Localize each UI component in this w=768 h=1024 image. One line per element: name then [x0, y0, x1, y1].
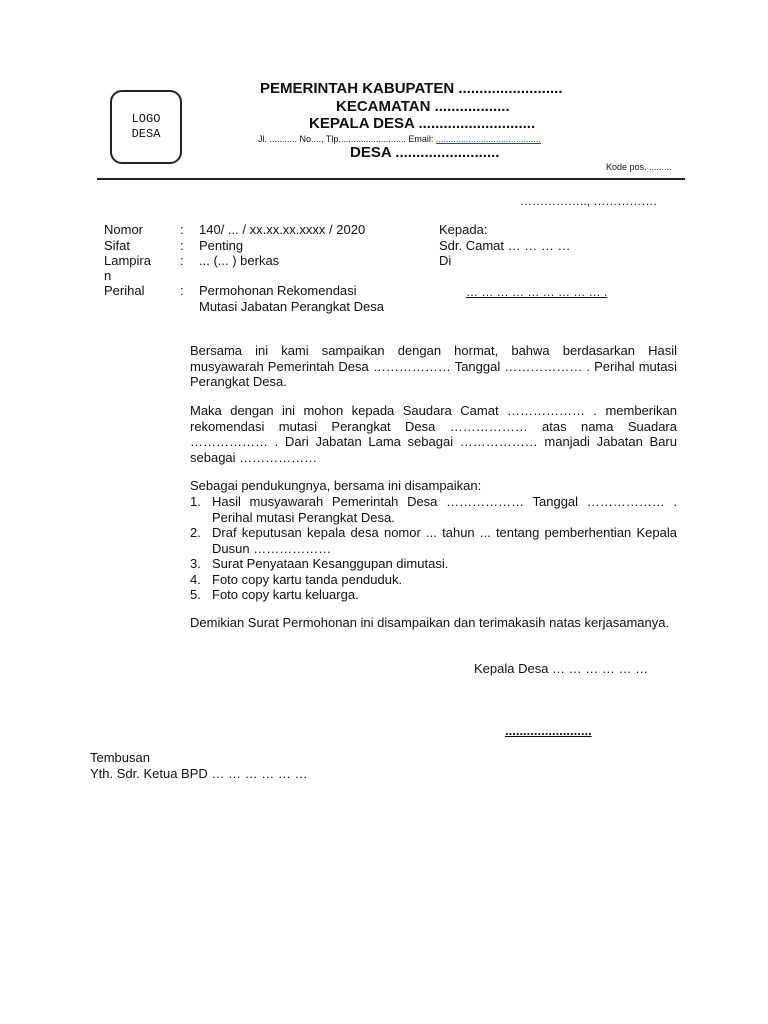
- header-line-desa: DESA .........................: [350, 144, 500, 161]
- address-text: Jl. ........... No...., Tlp........................... Email:: [258, 134, 434, 144]
- list-item-text: Foto copy kartu tanda penduduk.: [212, 571, 403, 587]
- recipient-kepada: Kepada:: [439, 222, 488, 237]
- recipient-di: Di: [439, 253, 452, 268]
- list-item-text: Draf keputusan kepala desa nomor ... tahun ... tentang pemberhentian Kepala Dusun ………………: [212, 525, 677, 556]
- perihal-label: Perihal: [104, 283, 145, 298]
- nomor-value: 140/ ... / xx.xx.xx.xxxx / 2020: [199, 222, 366, 237]
- tembusan-line: Yth. Sdr. Ketua BPD … … … … … …: [90, 766, 308, 781]
- list-item-number: 3.: [190, 556, 201, 571]
- sifat-value: Penting: [199, 238, 244, 253]
- header-line-kabupaten: PEMERINTAH KABUPATEN .........................: [260, 80, 563, 97]
- logo-placeholder: [110, 90, 182, 164]
- lampiran-label-line1: Lampira: [104, 253, 151, 268]
- perihal-value-line2: Mutasi Jabatan Perangkat Desa: [199, 299, 384, 314]
- perihal-value-line1: Permohonan Rekomendasi: [199, 283, 357, 298]
- sifat-colon: :: [180, 238, 184, 253]
- list-item: [190, 525, 677, 556]
- nomor-colon: :: [180, 222, 184, 237]
- lampiran-label-line2: n: [104, 268, 112, 283]
- closing-paragraph: Demikian Surat Permohonan ini disampaikan dan terimakasih natas kerjasamanya.: [190, 615, 670, 630]
- list-item: [190, 494, 677, 525]
- kode-pos: Kode pos. .........: [606, 162, 672, 172]
- attachments-intro: Sebagai pendukungnya, bersama ini disampaikan:: [190, 478, 482, 493]
- list-item: [190, 587, 677, 603]
- header-divider: [97, 178, 685, 180]
- signature-title: Kepala Desa … … … … … …: [474, 661, 649, 676]
- nomor-label: Nomor: [104, 222, 144, 237]
- perihal-colon: :: [180, 283, 184, 298]
- date-line: …………….., …………….: [520, 194, 657, 208]
- header-address: [258, 134, 541, 144]
- recipient-place: … … … … … … … … … .: [466, 285, 608, 299]
- list-item: [190, 572, 677, 588]
- logo-text-line2: DESA: [131, 127, 161, 141]
- lampiran-value: ... (... ) berkas: [199, 253, 280, 268]
- list-item-number: 5.: [190, 587, 201, 602]
- list-item-text: Hasil musyawarah Pemerintah Desa ……………… Tanggal ……………… . Perihal mutasi Perangkat Desa.: [212, 494, 677, 525]
- list-item-number: 4.: [190, 571, 201, 587]
- attachments-list: [190, 494, 677, 603]
- list-item-text: Surat Penyataan Kesanggupan dimutasi.: [212, 556, 449, 571]
- logo-text-line1: LOGO: [131, 112, 161, 126]
- sifat-label: Sifat: [104, 238, 131, 253]
- paragraph-2: Maka dengan ini mohon kepada Saudara Camat ……………… . memberikan rekomendasi mutasi Perangkat Desa ……………… atas nama Suadara ……………… . Dari Jabatan Lama sebagai ……………… manjadi Jabatan Baru sebagai ………………: [190, 403, 677, 465]
- list-item-text: Foto copy kartu keluarga.: [212, 587, 359, 602]
- list-item: [190, 556, 677, 572]
- header-line-kecamatan: KECAMATAN ..................: [336, 98, 510, 115]
- signature-name: ........................: [505, 723, 592, 738]
- header-line-kepala-desa: KEPALA DESA ............................: [309, 115, 536, 132]
- email-link[interactable]: ..........................................: [435, 134, 541, 144]
- tembusan-label: Tembusan: [90, 750, 150, 765]
- lampiran-colon: :: [180, 253, 184, 268]
- list-item-number: 2.: [190, 525, 201, 540]
- recipient-name: Sdr. Camat … … … …: [439, 238, 571, 253]
- paragraph-1: Bersama ini kami sampaikan dengan hormat, bahwa berdasarkan Hasil musyawarah Pemerintah Desa ……………… Tanggal ……………… . Perihal mutasi Perangkat Desa.: [190, 343, 677, 389]
- list-item-number: 1.: [190, 494, 201, 509]
